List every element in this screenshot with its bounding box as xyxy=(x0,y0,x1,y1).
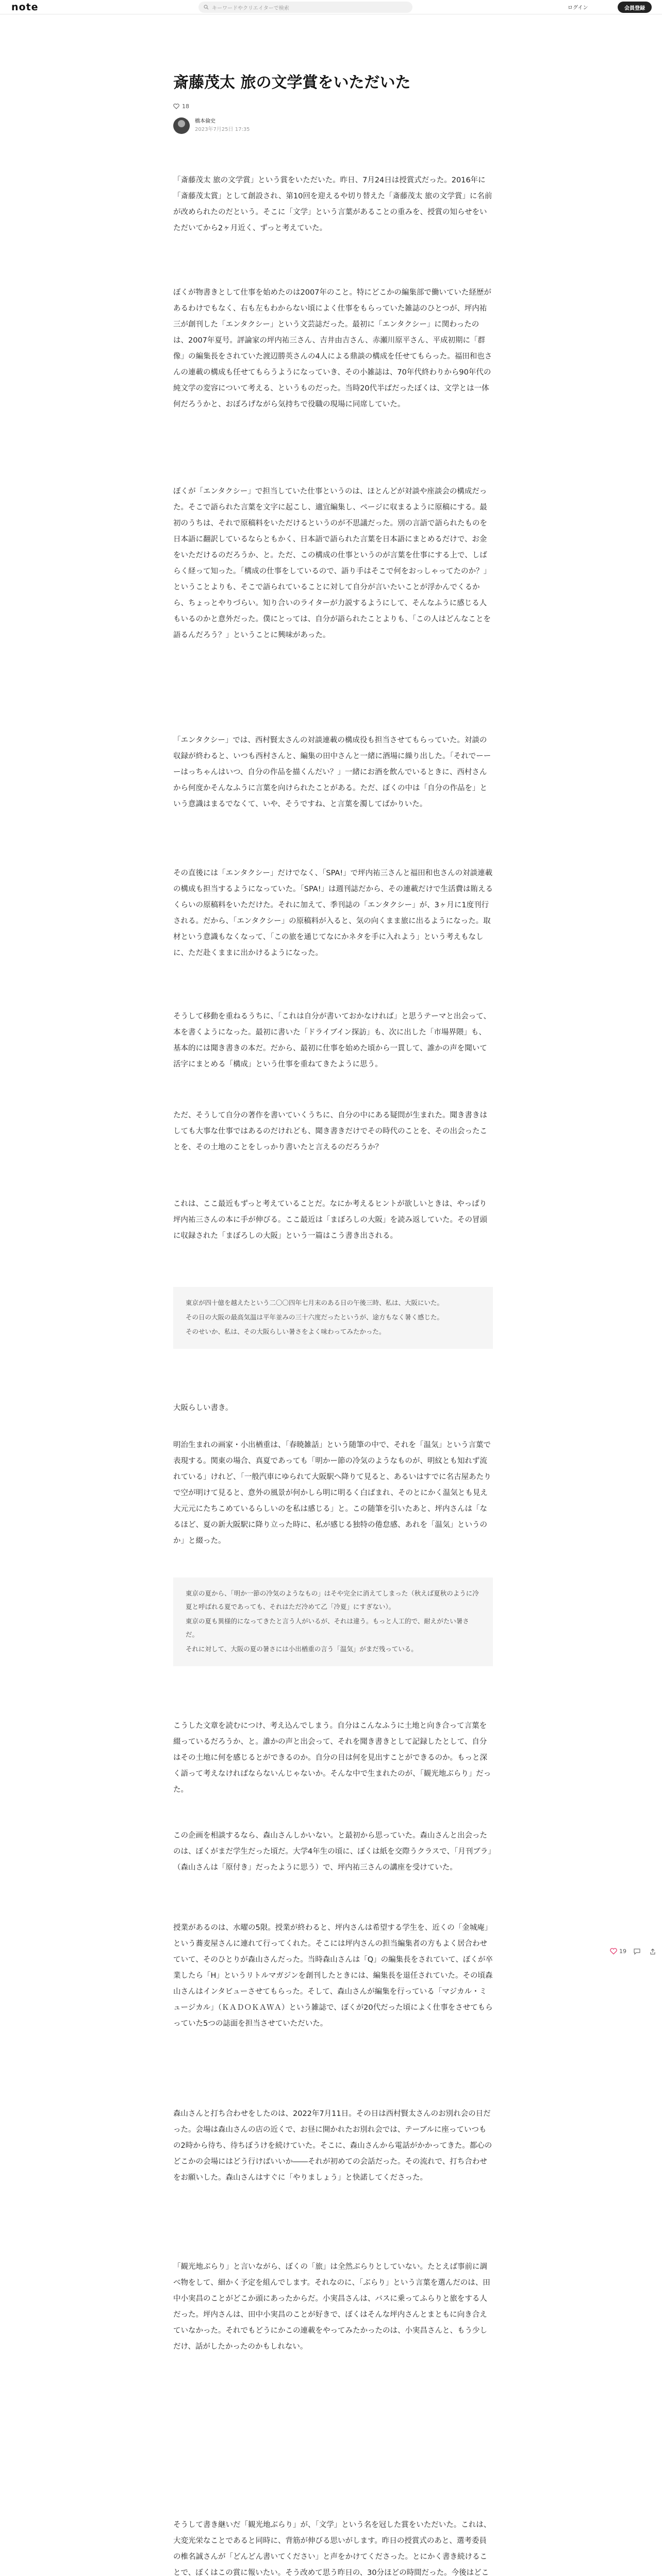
quote-line: そのせいか、私は、その大阪らしい暑さをよく味わってみたかった。 xyxy=(186,1328,386,1335)
paragraph: 「観光地ぶらり」と言いながら、ぼくの「旅」は全然ぶらりとしていない。たとえば事前に調べ物をして、細かく予定を組んでします。それなのに、「ぶらり」という言葉を選んだのは、田中小実昌のことがどこか頭にあったからだ。小実昌さんは、バスに乗ってふらりと旅をする人だった。坪内さんは、田中小実昌のことが好きで、ぼくはそんな坪内さんとまともに向き合えていなかった。それでもどうにかこの連載をやってみたかったのは、小実昌さんと、もう少しだけ、話がしたかったのかもしれない。 xyxy=(173,2263,490,2351)
author-avatar[interactable] xyxy=(173,117,190,134)
author-info[interactable] xyxy=(173,117,250,134)
side-toolbar xyxy=(610,1948,662,1955)
quote-line: それに対して、大阪の夏の暑さには小出楢重の言う「温気」がまだ残っている。 xyxy=(186,1645,418,1653)
top-header xyxy=(0,0,662,14)
quote-line: 東京が四十億を越えたという二〇〇四年七月末のある日の午後三時、私は、大阪にいた。 xyxy=(186,1299,444,1307)
quote-block xyxy=(173,1578,493,1666)
quote-block xyxy=(173,1287,493,1349)
top-like-count[interactable] xyxy=(173,103,189,110)
paragraph: ぼくが「エンタクシー」で担当していた仕事というのは、ほとんどが対談や座談会の構成だった。そこで語られた言葉を文字に起こし、適宜編集し、ページに収まるように原稿にする。最初のうちは、それで原稿料をいただけるというのが不思議だった。別の言語で語られたものを日本語に翻訳しているならともかく、日本語で語られた言葉を日本語にまとめるだけで、お金をいただけるのだろうか、と。ただ、この構成の仕事というのが言葉を仕事にする上で、しばらく経って知った。「構成の仕事をしているので、語り手はそこで何をおっしゃってたのか？」ということよりも、そこで語られていることに対して自分が言いたいことが浮かんでくるから、ちょっとやりづらい。知り合いのライターが力説するようにして、そんなふうに感じる人もいるのかと意外だった。僕にとっては、自分が語られたことよりも、「この人はどんなことを語るんだろう？」ということに興味があった。 xyxy=(173,487,491,639)
publish-date: 2023年7月25日 17:35 xyxy=(195,127,250,132)
paragraph: ぼくが物書きとして仕事を始めたのは2007年のこと。特にどこかの編集部で働いていた経歴があるわけでもなく、右も左もわからない頃によく仕事をもらっていた雑誌のひとつが、坪内祐三が創刊した「エンタクシー」という文芸誌だった。最初に「エンタクシー」に関わったのは、2007年夏号。評論家の坪内祐三さん、吉井由吉さん、赤瀬川原平さん、平成初期に「群像」の編集長をされていた渡辺勝英さんの4人による鼎談の構成を任せてもらった。福田和也さんの連載の構成も任せてもらうようになっていき、その小雑誌は、70年代終わりから90年代の純文学の変容について考える、というものだった。当時20代半ばだったぼくは、文学とは一体何だろうかと、おぼろげながら気持ちで役職の現場に同席していた。 xyxy=(173,289,492,409)
paragraph: そうして書き継いだ「観光地ぶらり」が、「文学」という名を冠した賞をいただいた。これは、大変光栄なことであると同時に、背筋が伸びる思いがします。昨日の授賞式のあと、選考委員の椎名誠さんが「どんどん書いてください」と声をかけてくださった。とにかく書き続けることで、ぼくはこの賞に報いたい。そう改めて思う昨日の、30分ほどの時間だった。今後はどこ xyxy=(173,2521,491,2576)
share-icon[interactable] xyxy=(650,1948,656,1955)
quote-line: 東京の夏も異様的になってきたと言う人がいるが、それは違う。もっと人工的で、耐えがたい暑さだ。 xyxy=(186,1617,469,1638)
search-icon xyxy=(204,5,209,10)
quote-line: 東京の夏から、「明か一節の冷気のようなもの」はそや完全に消えてしまった（秋えば夏秋のように冷夏と呼ばれる夏であっても、それはただ冷めて乙「冷夏」にすぎない）。 xyxy=(186,1589,479,1611)
search-input[interactable] xyxy=(198,2,412,13)
paragraph: 大阪らしい書き。 xyxy=(173,1404,233,1412)
paragraph: 授業があるのは、水曜の5限。授業が終わると、坪内さんは希望する学生を、近くの「金城庵」という蕎麦屋さんに連れて行ってくれた。そこには坪内さんの担当編集者の方もよく居合わせていて、そのひとりが森山さんだった。当時森山さんは「Q」の編集長をされていて、ぼくが卒業したら「H」というリトルマガジンを創刊したときには、編集長を退任されていた。その頃森山さんはインタビューさせてもらった。そして、森山さんが編集を行っている「マジカル・ミュージカル」（ＫＡＤＯＫＡＷＡ）という雑誌で、ぼくが20代だった頃によく仕事をさせてもらっていた5つの誌面を担当させていただいた。 xyxy=(173,1924,493,2028)
paragraph: これは、ここ最近もずっと考えていることだ。なにか考えるヒントが欲しいときは、やっぱり坪内祐三さんの本に手が伸びる。ここ最近は「まぼろしの大阪」を読み返していた。その冒頭に収録された「まぼろしの大阪」という一篇はこう書き出される。 xyxy=(173,1200,487,1240)
quote-line: その日の大阪の最高気温は平年並みの三十六度だったというが、途方もなく暑く感じた。 xyxy=(186,1313,444,1321)
paragraph: こうした文章を読むにつけ、考え込んでしまう。自分はこんなふうに土地と向き合って言葉を綴っているだろうか、と。誰かの声と出会って、それを聞き書きとして記録したとして、自分はその土地に何を感じるとができるのか。自分の目は何を見出すことができるのか。もっと深く語って考えなければならないんじゃないか。そんな中で生まれたのが、「観光地ぶらり」だった。 xyxy=(173,1722,491,1794)
top-like-number: 18 xyxy=(182,103,189,110)
paragraph: 森山さんと打ち合わせをしたのは、2022年7月11日。その日は西村賢太さんのお別れ会の日だった。会場は森山さんの店の近くで、お昼に開かれたお別れ会では、テーブルに座っていつもの2時から待ち、待ちぼうけを続けていた。そこに、森山さんから電話がかかってきた。都心のどこかの会場にはどう行けばいいか――それが初めての会話だった。その流れで、打ち合わせをお願いした。森山さんはすぐに「やりましょう」と快諾してくださった。 xyxy=(173,2110,492,2182)
paragraph: 明治生まれの画家・小出楢重は、「春暁雑話」という随筆の中で、それを「温気」という言葉で表現する。関東の場合、真夏であっても「明かー節の冷気のようなものが、明紋とも知れず流れている」けれど、「一般汽車にゆられて大阪駅へ降りて見ると、あるいはすでに名古屋あたりで空が明けて見ると、意外の風景が何かしら明に明るく白ばまれ、そのとにかく温気とも見え大元元にたちこめているらしいのを私は感じる」と。この随筆を引いたあと、坪内さんは「なるほど、夏の新大阪駅に降り立った時に、私が感じる独特の倦怠感、あれを「温気」というのか」と綴った。 xyxy=(173,1441,491,1545)
article-title: 斎藤茂太 旅の文学賞をいただいた xyxy=(173,74,411,92)
paragraph: この企画を相談するなら、森山さんしかいない。と最初から思っていた。森山さんと出会ったのは、ぼくがまだ学生だった頃だ。大学4年生の頃に、ぼくは紙を交際うクラスで、「月刊ブラ」（森山さんは「原付き」だったように思う）で、坪内祐三さんの講座を受けていた。 xyxy=(173,1832,492,1872)
author-name[interactable]: 橋本倫史 xyxy=(195,118,216,124)
side-like-count: 19 xyxy=(619,1948,626,1955)
paragraph: ただ、そうして自分の著作を書いていくうちに、自分の中にある疑問が生まれた。聞き書きはしても大事な仕事ではあるのだけれども、聞き書きだけでその時代のことを、その出会ったことを、その土地のことをしっかり書いたと言えるのだろうか？ xyxy=(173,1111,487,1151)
signup-button[interactable]: 会員登録 xyxy=(618,2,652,13)
paragraph: その直後には「エンタクシー」だけでなく、「SPA!」で坪内祐三さんと福田和也さんの対談連載の構成も担当するようになっていた。「SPA!」は週刊誌だから、その連載だけで生活費は賄えるくらいの原稿料をいただけた。それに加えて、季刊誌の「エンタクシー」が、3ヶ月に1度刊行される。だから、「エンタクシー」の原稿料が入ると、気の向くまま旅に出るようになった。取材という意識もなくなって、「この旅を通じてなにかネタを手に入れよう」という考えもなしに、ただ赴くままに出かけるようになった。 xyxy=(173,869,493,957)
note-logo[interactable]: note xyxy=(11,2,39,13)
heart-icon[interactable] xyxy=(610,1948,617,1955)
paragraph: 「エンタクシー」では、西村賢太さんの対談連載の構成役も担当させてもらっていた。対談の収録が終わると、いつも西村さんと、編集の田中さんと一緒に酒場に繰り出した。「それでーーーはっちゃんはいつ、自分の作品を描くんだい？」一緒にお酒を飲んでいるときに、西村さんから何度かそんなふうに言葉を向けられたことがある。ただ、ぼくの中は「自分の作品を」という意識はまるでなくて、いや、そうですね、と言葉を濁してばかりいた。 xyxy=(173,736,491,808)
search-placeholder: キーワードやクリエイターで検索 xyxy=(212,5,289,11)
comment-icon[interactable] xyxy=(634,1948,640,1955)
paragraph: 「斎藤茂太 旅の文学賞」という賞をいただいた。昨日、7月24日は授賞式だった。2016年に「斎藤茂太賞」として創設され、第10回を迎えるや切り替えた「斎藤茂太 旅の文学賞」に名前が改められたのだという。そこに「文学」という言葉があることの重みを、授賞の知らせをいただいてから2ヶ月近く、ずっと考えていた。 xyxy=(173,176,492,232)
paragraph: そうして移動を重ねるうちに、「これは自分が書いておかなければ」と思うテーマと出会って、本を書くようになった。最初に書いた「ドライブイン探訪」も、次に出した「市場界隈」も、基本的には聞き書きの本だ。だから、最初に仕事を始めた頃から一貫して、誰かの声を聞いて活字にまとめる「構成」という仕事を重ねてきたように思う。 xyxy=(173,1012,491,1069)
login-link[interactable]: ログイン xyxy=(568,5,588,11)
heart-icon xyxy=(173,104,179,109)
